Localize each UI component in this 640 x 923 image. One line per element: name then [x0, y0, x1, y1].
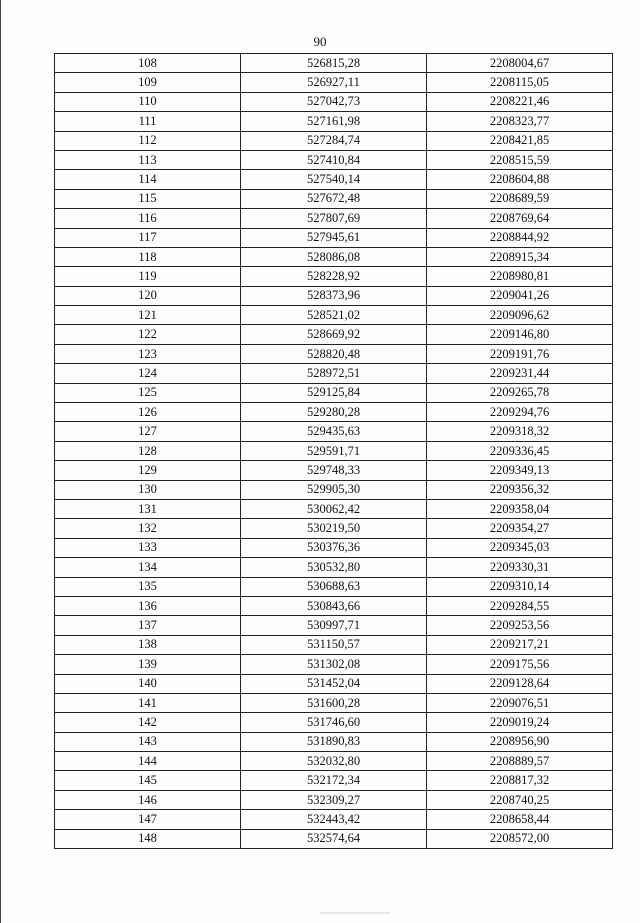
- y-coordinate-cell: 2209318,32: [427, 422, 613, 441]
- table-row: [55, 713, 613, 732]
- y-coordinate-cell: 2208221,46: [427, 92, 613, 111]
- table-row: [55, 306, 613, 325]
- x-coordinate-cell: 531452,04: [241, 674, 427, 693]
- y-coordinate-cell: 2208115,05: [427, 73, 613, 92]
- y-coordinate-cell: 2208515,59: [427, 150, 613, 169]
- page-number: 90: [313, 34, 327, 49]
- y-coordinate-cell: 2209310,14: [427, 577, 613, 596]
- y-coordinate-cell: 2209217,21: [427, 635, 613, 654]
- x-coordinate-cell: 527042,73: [241, 92, 427, 111]
- table-row: [55, 92, 613, 111]
- point-number-cell: 129: [55, 461, 241, 480]
- point-number-cell: 127: [55, 422, 241, 441]
- x-coordinate-cell: 527945,61: [241, 228, 427, 247]
- x-coordinate-cell: 528820,48: [241, 344, 427, 363]
- point-number-cell: 119: [55, 267, 241, 286]
- y-coordinate-cell: 2208323,77: [427, 112, 613, 131]
- point-number-cell: 143: [55, 732, 241, 751]
- point-number-cell: 123: [55, 344, 241, 363]
- table-row: [55, 732, 613, 751]
- y-coordinate-cell: 2208421,85: [427, 131, 613, 150]
- table-row: [55, 441, 613, 460]
- table-row: [55, 189, 613, 208]
- x-coordinate-cell: 529748,33: [241, 461, 427, 480]
- point-number-cell: 137: [55, 616, 241, 635]
- table-row: [55, 635, 613, 654]
- x-coordinate-cell: 531600,28: [241, 693, 427, 712]
- table-row: [55, 519, 613, 538]
- point-number-cell: 118: [55, 247, 241, 266]
- table-row: [55, 267, 613, 286]
- point-number-cell: 112: [55, 131, 241, 150]
- table-row: [55, 364, 613, 383]
- table-row: [55, 131, 613, 150]
- x-coordinate-cell: 532309,27: [241, 790, 427, 809]
- y-coordinate-cell: 2208658,44: [427, 810, 613, 829]
- table-row: [55, 771, 613, 790]
- x-coordinate-cell: 529905,30: [241, 480, 427, 499]
- point-number-cell: 115: [55, 189, 241, 208]
- x-coordinate-cell: 530997,71: [241, 616, 427, 635]
- table-row: [55, 616, 613, 635]
- table-row: [55, 228, 613, 247]
- point-number-cell: 138: [55, 635, 241, 654]
- x-coordinate-cell: 530376,36: [241, 538, 427, 557]
- table-row: [55, 558, 613, 577]
- x-coordinate-cell: 529435,63: [241, 422, 427, 441]
- y-coordinate-cell: 2209146,80: [427, 325, 613, 344]
- y-coordinate-cell: 2209265,78: [427, 383, 613, 402]
- point-number-cell: 132: [55, 519, 241, 538]
- table-row: [55, 538, 613, 557]
- table-row: [55, 54, 613, 73]
- y-coordinate-cell: 2209284,55: [427, 596, 613, 615]
- y-coordinate-cell: 2208689,59: [427, 189, 613, 208]
- table-row: [55, 112, 613, 131]
- x-coordinate-cell: 526927,11: [241, 73, 427, 92]
- x-coordinate-cell: 528228,92: [241, 267, 427, 286]
- table-row: [55, 499, 613, 518]
- point-number-cell: 117: [55, 228, 241, 247]
- y-coordinate-cell: 2209019,24: [427, 713, 613, 732]
- table-row: [55, 596, 613, 615]
- x-coordinate-cell: 529591,71: [241, 441, 427, 460]
- table-row: [55, 752, 613, 771]
- point-number-cell: 116: [55, 209, 241, 228]
- x-coordinate-cell: 527410,84: [241, 150, 427, 169]
- x-coordinate-cell: 527807,69: [241, 209, 427, 228]
- table-row: [55, 480, 613, 499]
- x-coordinate-cell: 529280,28: [241, 403, 427, 422]
- x-coordinate-cell: 531746,60: [241, 713, 427, 732]
- table-row: [55, 674, 613, 693]
- point-number-cell: 124: [55, 364, 241, 383]
- x-coordinate-cell: 532172,34: [241, 771, 427, 790]
- y-coordinate-cell: 2208889,57: [427, 752, 613, 771]
- point-number-cell: 133: [55, 538, 241, 557]
- y-coordinate-cell: 2209330,31: [427, 558, 613, 577]
- y-coordinate-cell: 2208604,88: [427, 170, 613, 189]
- point-number-cell: 111: [55, 112, 241, 131]
- x-coordinate-cell: 527161,98: [241, 112, 427, 131]
- y-coordinate-cell: 2209231,44: [427, 364, 613, 383]
- point-number-cell: 145: [55, 771, 241, 790]
- point-number-cell: 120: [55, 286, 241, 305]
- x-coordinate-cell: 530219,50: [241, 519, 427, 538]
- x-coordinate-cell: 530062,42: [241, 499, 427, 518]
- scan-mark: [320, 912, 390, 914]
- x-coordinate-cell: 531302,08: [241, 655, 427, 674]
- y-coordinate-cell: 2208817,32: [427, 771, 613, 790]
- table-row: [55, 247, 613, 266]
- y-coordinate-cell: 2209354,27: [427, 519, 613, 538]
- y-coordinate-cell: 2209253,56: [427, 616, 613, 635]
- y-coordinate-cell: 2209076,51: [427, 693, 613, 712]
- point-number-cell: 108: [55, 54, 241, 73]
- y-coordinate-cell: 2209191,76: [427, 344, 613, 363]
- y-coordinate-cell: 2209294,76: [427, 403, 613, 422]
- x-coordinate-cell: 532032,80: [241, 752, 427, 771]
- x-coordinate-cell: 528373,96: [241, 286, 427, 305]
- y-coordinate-cell: 2209128,64: [427, 674, 613, 693]
- x-coordinate-cell: 530532,80: [241, 558, 427, 577]
- point-number-cell: 126: [55, 403, 241, 422]
- point-number-cell: 131: [55, 499, 241, 518]
- y-coordinate-cell: 2209041,26: [427, 286, 613, 305]
- table-row: [55, 286, 613, 305]
- y-coordinate-cell: 2208769,64: [427, 209, 613, 228]
- x-coordinate-cell: 527540,14: [241, 170, 427, 189]
- point-number-cell: 110: [55, 92, 241, 111]
- x-coordinate-cell: 527284,74: [241, 131, 427, 150]
- x-coordinate-cell: 529125,84: [241, 383, 427, 402]
- table-row: [55, 383, 613, 402]
- table-row: [55, 829, 613, 848]
- y-coordinate-cell: 2208004,67: [427, 54, 613, 73]
- x-coordinate-cell: 531890,83: [241, 732, 427, 751]
- x-coordinate-cell: 528972,51: [241, 364, 427, 383]
- coordinates-table: [54, 53, 613, 849]
- table-row: [55, 209, 613, 228]
- y-coordinate-cell: 2208844,92: [427, 228, 613, 247]
- y-coordinate-cell: 2208740,25: [427, 790, 613, 809]
- table-row: [55, 693, 613, 712]
- x-coordinate-cell: 527672,48: [241, 189, 427, 208]
- x-coordinate-cell: 526815,28: [241, 54, 427, 73]
- x-coordinate-cell: 532574,64: [241, 829, 427, 848]
- table-row: [55, 170, 613, 189]
- point-number-cell: 122: [55, 325, 241, 344]
- point-number-cell: 128: [55, 441, 241, 460]
- x-coordinate-cell: 531150,57: [241, 635, 427, 654]
- point-number-cell: 140: [55, 674, 241, 693]
- point-number-cell: 134: [55, 558, 241, 577]
- point-number-cell: 113: [55, 150, 241, 169]
- y-coordinate-cell: 2209175,56: [427, 655, 613, 674]
- table-row: [55, 344, 613, 363]
- point-number-cell: 125: [55, 383, 241, 402]
- table-row: [55, 403, 613, 422]
- point-number-cell: 135: [55, 577, 241, 596]
- point-number-cell: 144: [55, 752, 241, 771]
- y-coordinate-cell: 2209358,04: [427, 499, 613, 518]
- table-row: [55, 655, 613, 674]
- point-number-cell: 130: [55, 480, 241, 499]
- y-coordinate-cell: 2209356,32: [427, 480, 613, 499]
- x-coordinate-cell: 530688,63: [241, 577, 427, 596]
- y-coordinate-cell: 2208980,81: [427, 267, 613, 286]
- point-number-cell: 141: [55, 693, 241, 712]
- x-coordinate-cell: 532443,42: [241, 810, 427, 829]
- point-number-cell: 109: [55, 73, 241, 92]
- y-coordinate-cell: 2208572,00: [427, 829, 613, 848]
- table-row: [55, 73, 613, 92]
- table-row: [55, 577, 613, 596]
- y-coordinate-cell: 2208915,34: [427, 247, 613, 266]
- point-number-cell: 136: [55, 596, 241, 615]
- point-number-cell: 147: [55, 810, 241, 829]
- x-coordinate-cell: 528669,92: [241, 325, 427, 344]
- point-number-cell: 121: [55, 306, 241, 325]
- table-row: [55, 790, 613, 809]
- y-coordinate-cell: 2209349,13: [427, 461, 613, 480]
- x-coordinate-cell: 528086,08: [241, 247, 427, 266]
- table-row: [55, 150, 613, 169]
- page-edge: [0, 0, 1, 923]
- table-row: [55, 461, 613, 480]
- table-row: [55, 325, 613, 344]
- table-row: [55, 422, 613, 441]
- y-coordinate-cell: 2209336,45: [427, 441, 613, 460]
- point-number-cell: 142: [55, 713, 241, 732]
- x-coordinate-cell: 528521,02: [241, 306, 427, 325]
- coordinates-table-body: [55, 54, 613, 849]
- y-coordinate-cell: 2209345,03: [427, 538, 613, 557]
- y-coordinate-cell: 2209096,62: [427, 306, 613, 325]
- point-number-cell: 148: [55, 829, 241, 848]
- point-number-cell: 146: [55, 790, 241, 809]
- table-row: [55, 810, 613, 829]
- point-number-cell: 139: [55, 655, 241, 674]
- point-number-cell: 114: [55, 170, 241, 189]
- y-coordinate-cell: 2208956,90: [427, 732, 613, 751]
- x-coordinate-cell: 530843,66: [241, 596, 427, 615]
